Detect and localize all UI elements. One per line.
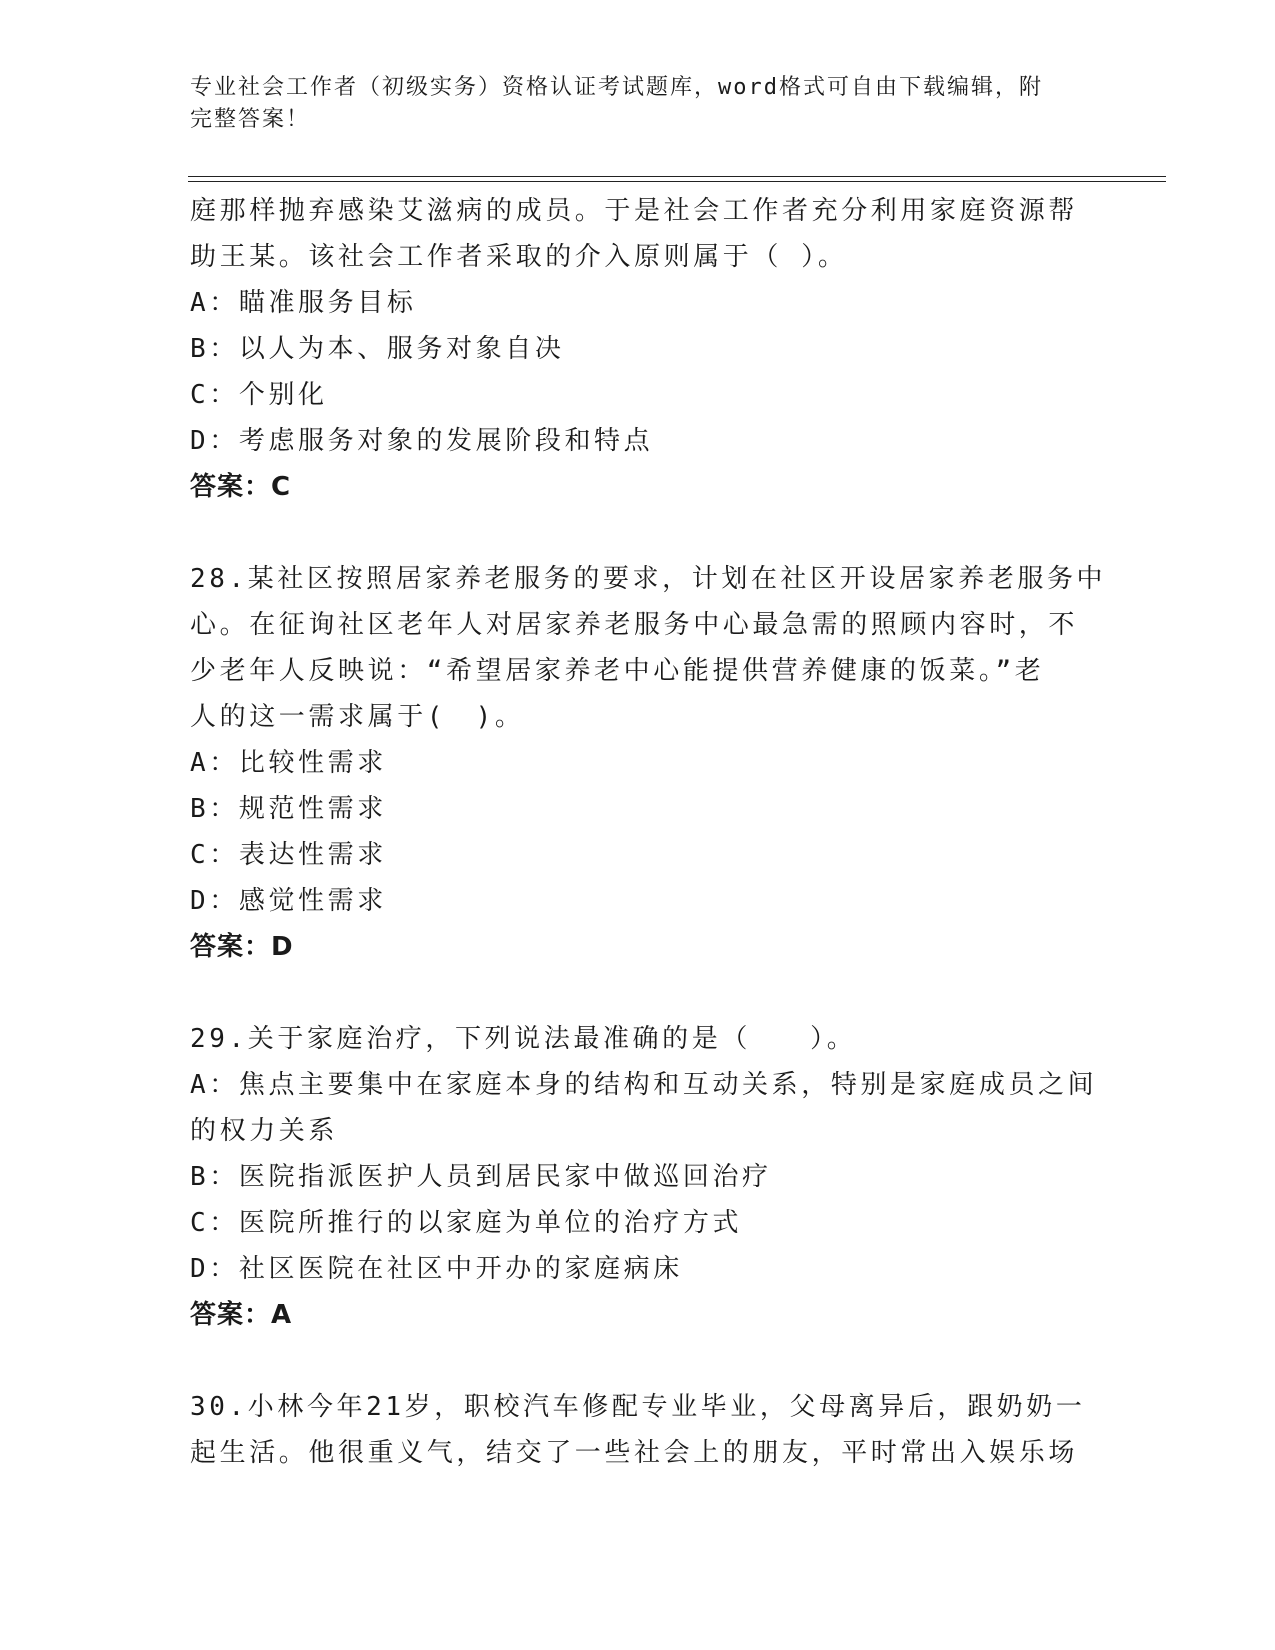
question-stem-line: 30.小林今年21岁，职校汽车修配专业毕业，父母离异后，跟奶奶一 <box>190 1392 1086 1422</box>
question-27 <box>190 188 1090 510</box>
question-30 <box>190 1384 1090 1476</box>
answer-line: 答案：D <box>190 932 294 962</box>
option-d: D：社区医院在社区中开办的家庭病床 <box>190 1254 683 1284</box>
question-stem-line: 心。在征询社区老年人对居家养老服务中心最急需的照顾内容时，不 <box>190 610 1079 640</box>
question-stem-line: 28.某社区按照居家养老服务的要求，计划在社区开设居家养老服务中 <box>190 564 1107 594</box>
option-d: D：考虑服务对象的发展阶段和特点 <box>190 426 654 456</box>
question-list <box>190 188 1107 1476</box>
option-b: B：规范性需求 <box>190 794 387 824</box>
document-header <box>190 72 1090 136</box>
question-stem-line: 人的这一需求属于( )。 <box>190 702 525 732</box>
header-line-1: 专业社会工作者（初级实务）资格认证考试题库，word格式可自由下载编辑，附 <box>190 75 1043 100</box>
option-c: C：个别化 <box>190 380 328 410</box>
question-stem-line: 29.关于家庭治疗，下列说法最准确的是（ ）。 <box>190 1024 857 1054</box>
spacer <box>190 1338 1090 1384</box>
question-stem-line: 少老年人反映说：“希望居家养老中心能提供营养健康的饭菜。”老 <box>190 656 1045 686</box>
option-a: A：比较性需求 <box>190 748 387 778</box>
option-d: D：感觉性需求 <box>190 886 387 916</box>
question-28 <box>190 556 1107 970</box>
question-stem-line: 庭那样抛弃感染艾滋病的成员。于是社会工作者充分利用家庭资源帮 <box>190 196 1079 226</box>
option-a: A：瞄准服务目标 <box>190 288 417 318</box>
option-a-continued: 的权力关系 <box>190 1116 339 1146</box>
answer-line: 答案：C <box>190 472 292 502</box>
spacer <box>190 510 1090 556</box>
option-b: B：医院指派医护人员到居民家中做巡回治疗 <box>190 1162 772 1192</box>
question-stem-line: 助王某。该社会工作者采取的介入原则属于（ ）。 <box>190 242 848 272</box>
header-line-2: 完整答案！ <box>190 107 311 132</box>
option-b: B：以人为本、服务对象自决 <box>190 334 565 364</box>
option-c: C：表达性需求 <box>190 840 387 870</box>
question-stem-line: 起生活。他很重义气，结交了一些社会上的朋友，平时常出入娱乐场 <box>190 1438 1079 1468</box>
answer-line: 答案：A <box>190 1300 293 1330</box>
option-a: A：焦点主要集中在家庭本身的结构和互动关系，特别是家庭成员之间 <box>190 1070 1098 1100</box>
question-29 <box>190 1016 1098 1338</box>
header-divider-top <box>188 176 1166 177</box>
spacer <box>190 970 1090 1016</box>
option-c: C：医院所推行的以家庭为单位的治疗方式 <box>190 1208 743 1238</box>
header-divider-bottom <box>188 181 1166 182</box>
